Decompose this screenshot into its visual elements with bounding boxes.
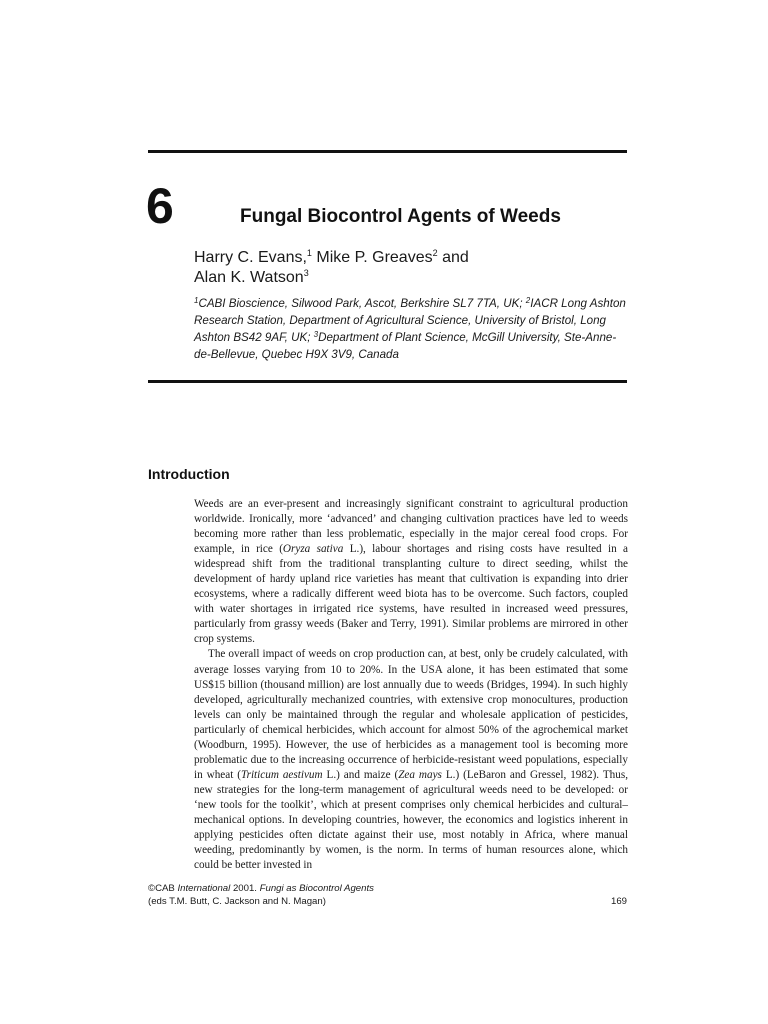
affiliation-text: Department of Plant Science, McGill University, Ste-Anne-de-Bellevue, Quebec H9X 3V9, Canada <box>194 331 617 361</box>
page-number: 169 <box>610 896 627 907</box>
species-name: Zea mays <box>398 768 442 781</box>
affiliations <box>194 295 628 363</box>
bottom-rule <box>148 380 627 383</box>
editors-line <box>148 895 627 908</box>
affiliation-mark: 1 <box>194 296 199 305</box>
text-run: L.), labour shortages and rising costs have resulted in a widespread shift from the traditional transplanting culture to direct seeding, whilst the development of hardy upland rice varieties has meant that cultivation is expanding into drier ecosystems, where a radically different weed biota has to be overcome. Such factors, coupled with water shortages in irrigated rice systems, have resulted in increased weed pressures, particularly from grassy weeds (Baker and Terry, 1991). Similar problems are mirrored in other crop systems. <box>194 543 628 646</box>
chapter-number: 6 <box>146 178 174 234</box>
affiliation-mark: 2 <box>525 296 531 305</box>
author-affiliation-mark: 2 <box>432 248 438 258</box>
text-run: L.) and maize ( <box>322 768 399 781</box>
author-name: Alan K. Watson <box>194 269 304 286</box>
section-heading: Introduction <box>148 466 230 482</box>
author-name: Harry C. Evans, <box>194 249 307 266</box>
copyright-text: ©CAB <box>148 883 178 894</box>
text-run: Weeds are an ever-present and increasingly significant constraint to agricultural production worldwide. Ironically, more ‘advanced’ and changing cultivation practices have led to weeds becoming more rather than less problematic, especially in the major cereal food crops. For example, in rice ( <box>194 498 628 556</box>
body-text <box>194 497 628 873</box>
page-footer <box>148 882 627 908</box>
author-conjunction: and <box>442 249 469 266</box>
species-name: Triticum aestivum <box>240 768 323 781</box>
author-name: Mike P. Greaves <box>316 249 433 266</box>
top-rule <box>148 150 627 153</box>
copyright-line <box>148 882 627 895</box>
editors-text: (eds T.M. Butt, C. Jackson and N. Magan) <box>148 896 326 907</box>
copyright-text: International <box>177 883 231 894</box>
species-name: Oryza sativa <box>282 543 344 556</box>
affiliation-text: CABI Bioscience, Silwood Park, Ascot, Berkshire SL7 7TA, UK; <box>198 297 526 310</box>
paragraph <box>194 647 628 873</box>
author-list <box>194 248 614 288</box>
chapter-title: Fungal Biocontrol Agents of Weeds <box>240 206 561 227</box>
author-affiliation-mark: 1 <box>306 248 312 258</box>
text-run: The overall impact of weeds on crop production can, at best, only be crudely calculated, with average losses varying from 10 to 20%. In the USA alone, it has been estimated that some US$15 billion (thousand million) are lost annually due to weeds (Bridges, 1994). In such highly developed, agriculturally mechanized countries, with extensive crop monocultures, production levels can only be maintained through the regular and wholesale application of pesticides, particularly of chemical herbicides, which account for almost 50% of the agrochemical market (Woodburn, 1995). However, the use of herbicides as a management tool is becoming more problematic due to the increasing occurrence of herbicide-resistant weed populations, especially in wheat ( <box>194 648 628 781</box>
text-run: L.) (LeBaron and Gressel, 1982). Thus, new strategies for the long-term management of agricultural weeds need to be developed: or ‘new tools for the toolkit’, which at present comprises only chemical herbicides and cultural–mechanical options. In developing countries, however, the economics and logistics inherent in applying pesticides often dictate against their use, most notably in Africa, where manual weeding, predominantly by women, is the norm. In terms of human resources alone, which could be better invested in <box>194 768 628 872</box>
copyright-text: 2001. <box>230 883 260 894</box>
book-title: Fungi as Biocontrol Agents <box>259 883 374 894</box>
paragraph <box>194 497 628 647</box>
affiliation-mark: 3 <box>313 330 319 339</box>
affiliation-text: IACR Long Ashton Research Station, Department of Agricultural Science, University of Bristol, Long Ashton BS42 9AF, UK; <box>194 297 626 344</box>
author-affiliation-mark: 3 <box>303 268 309 278</box>
